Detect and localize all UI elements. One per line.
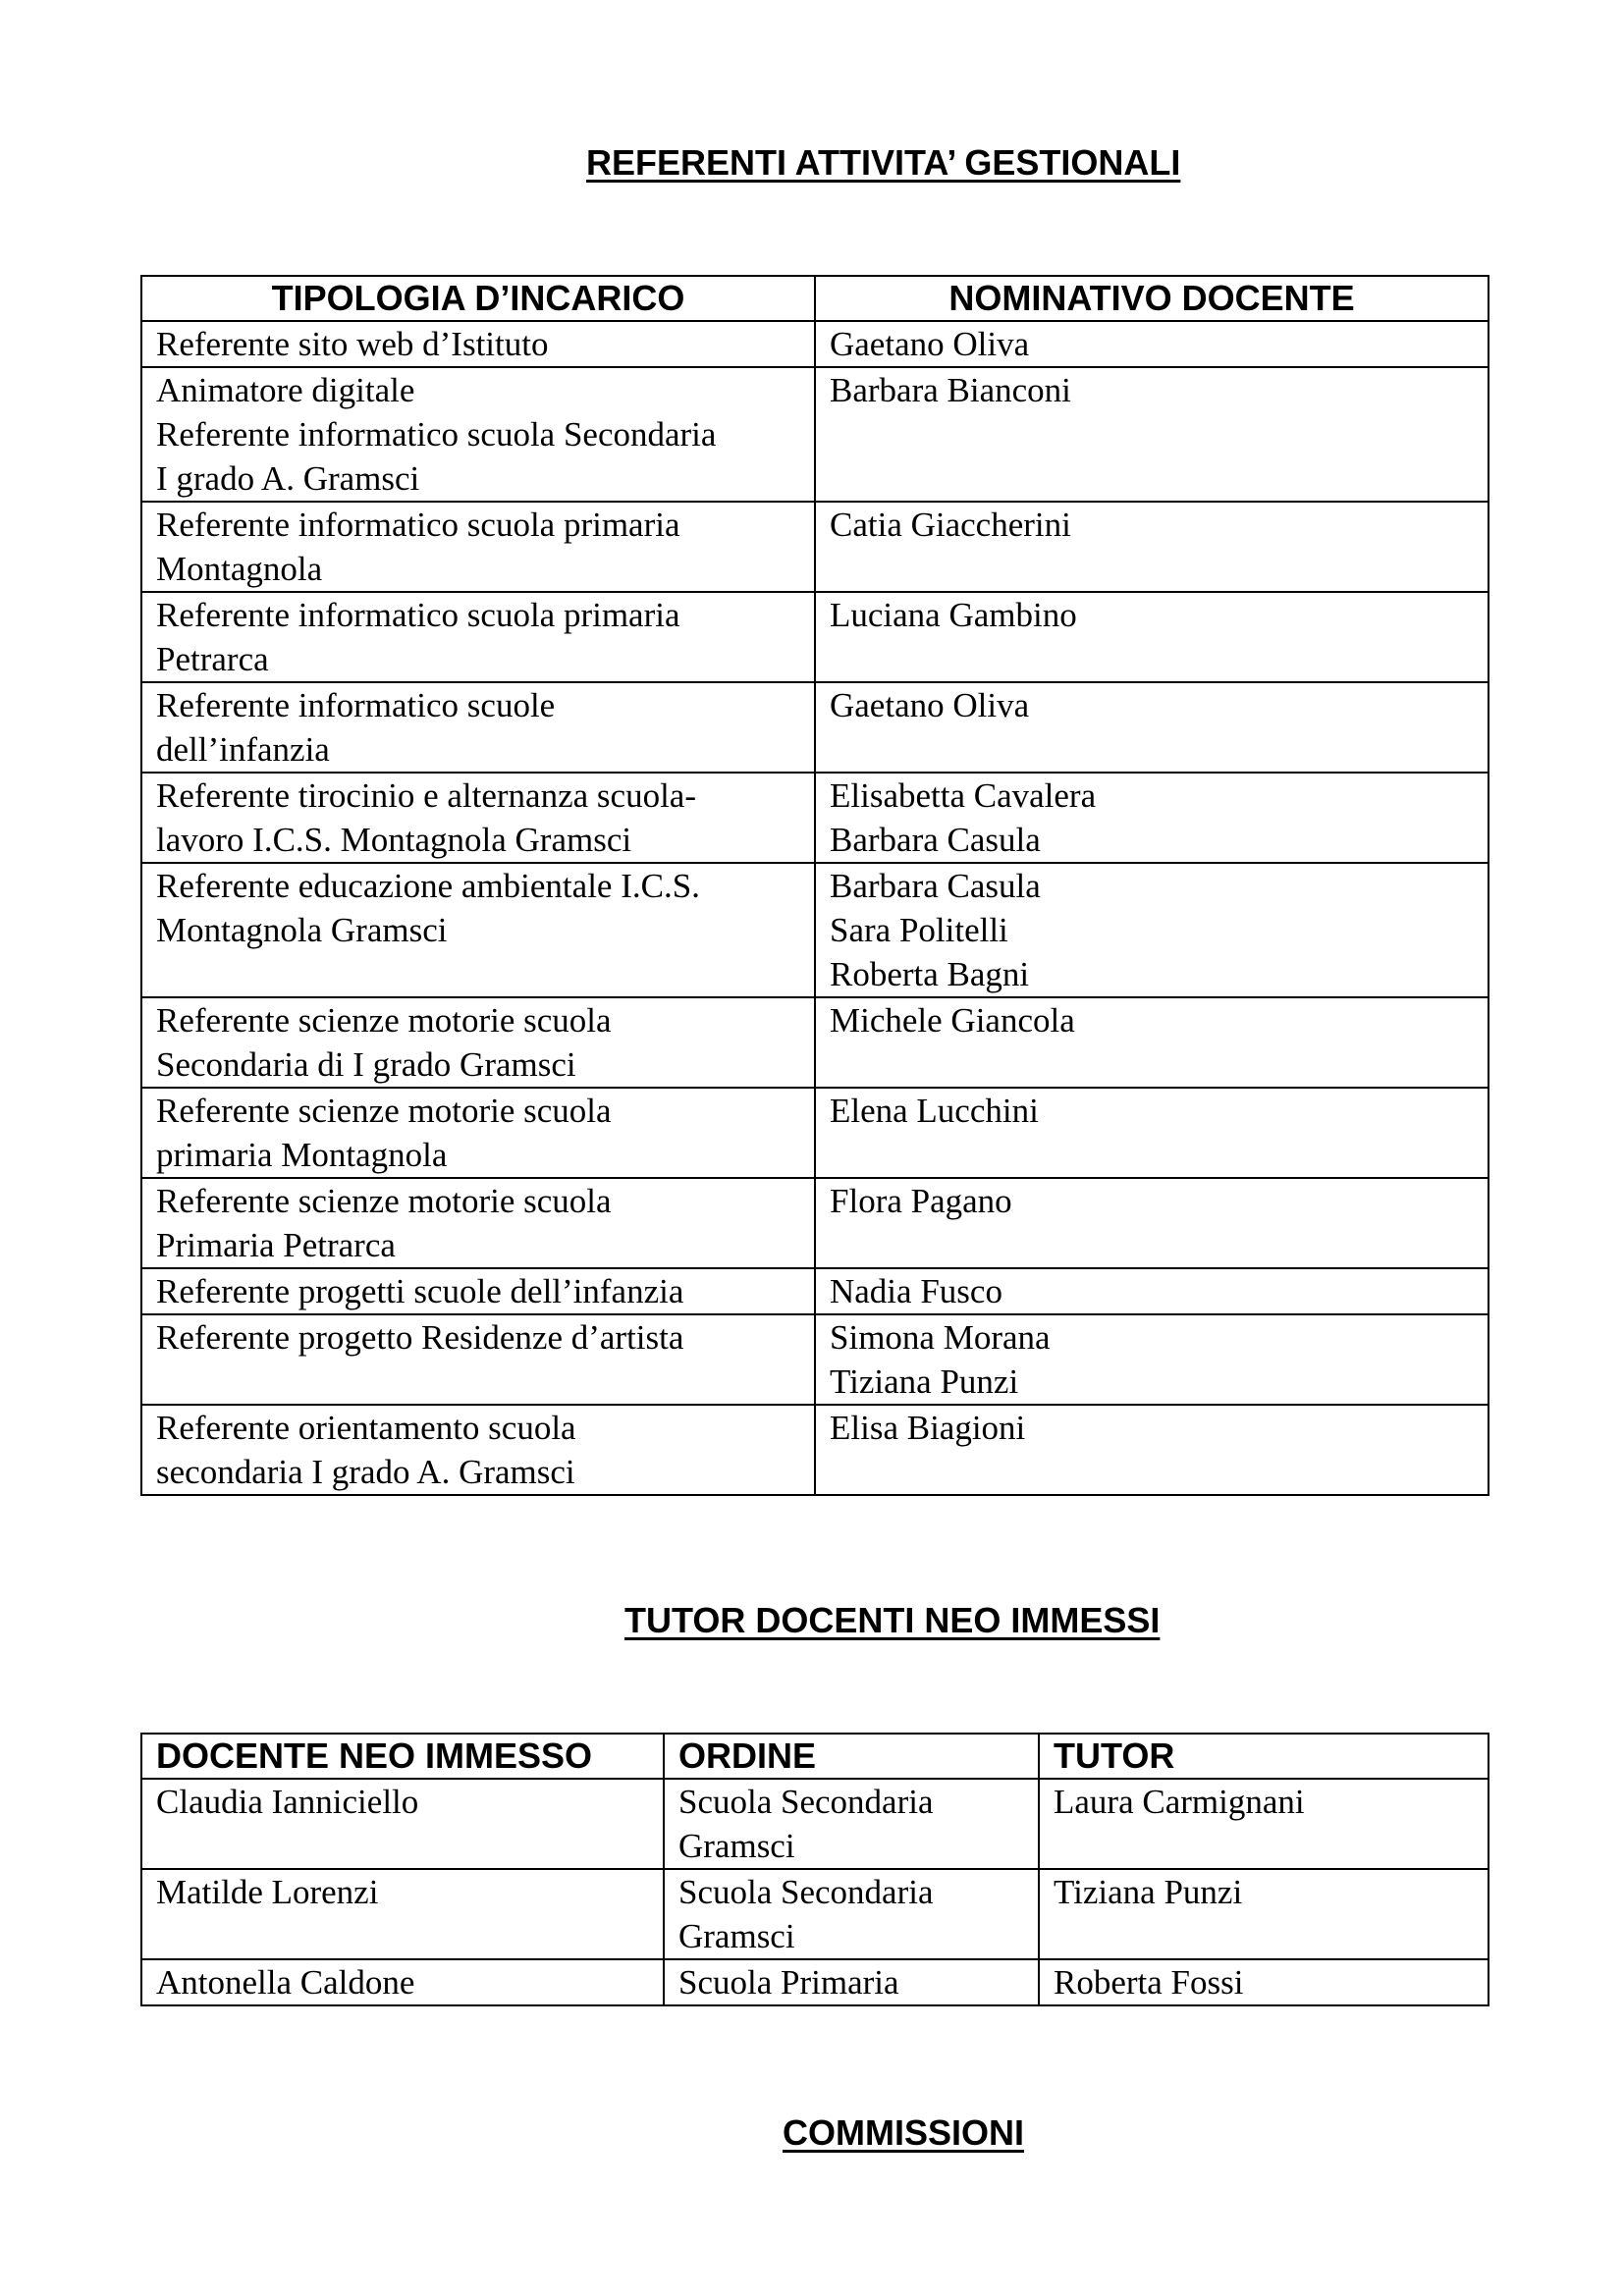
docente-cell: Gaetano Oliva: [815, 682, 1489, 773]
table-row: [141, 367, 1489, 502]
incarico-cell: Referente tirocinio e alternanza scuola- lavoro I.C.S. Montagnola Gramsci: [141, 773, 815, 863]
section-title-commissioni: COMMISSIONI: [783, 2112, 1025, 2153]
table-row: [141, 1869, 1489, 1959]
column-header-tipologia: TIPOLOGIA D’INCARICO: [141, 276, 815, 321]
incarico-cell: Referente scienze motorie scuola primaria Montagnola: [141, 1088, 815, 1178]
incarico-cell: Referente educazione ambientale I.C.S. Montagnola Gramsci: [141, 863, 815, 997]
docente-cell: Barbara Casula Sara Politelli Roberta Bagni: [815, 863, 1489, 997]
table-row: [141, 773, 1489, 863]
incarico-cell: Animatore digitale Referente informatico scuola Secondaria I grado A. Gramsci: [141, 367, 815, 502]
incarico-cell: Referente sito web d’Istituto: [141, 321, 815, 367]
table-row: [141, 1405, 1489, 1495]
incarico-cell: Referente informatico scuole dell’infanzia: [141, 682, 815, 773]
table-row: [141, 1779, 1489, 1869]
table-row: [141, 321, 1489, 367]
ordine-cell: Scuola Primaria: [664, 1959, 1039, 2005]
docente-cell: Michele Giancola: [815, 997, 1489, 1088]
section-title-referenti: REFERENTI ATTIVITA’ GESTIONALI: [586, 142, 1181, 183]
docente-cell: Flora Pagano: [815, 1178, 1489, 1268]
table-row: [141, 682, 1489, 773]
column-header-ordine: ORDINE: [664, 1734, 1039, 1779]
ordine-cell: Scuola Secondaria Gramsci: [664, 1779, 1039, 1869]
docente-cell: Antonella Caldone: [141, 1959, 664, 2005]
docente-cell: Catia Giaccherini: [815, 502, 1489, 592]
docente-cell: Simona Morana Tiziana Punzi: [815, 1314, 1489, 1405]
incarico-cell: Referente informatico scuola primaria Montagnola: [141, 502, 815, 592]
incarico-cell: Referente progetti scuole dell’infanzia: [141, 1268, 815, 1314]
table-row: [141, 1268, 1489, 1314]
docente-cell: Matilde Lorenzi: [141, 1869, 664, 1959]
incarico-cell: Referente progetto Residenze d’artista: [141, 1314, 815, 1405]
table-header-row: [141, 276, 1489, 321]
column-header-tutor: TUTOR: [1039, 1734, 1489, 1779]
table-row: [141, 502, 1489, 592]
ordine-cell: Scuola Secondaria Gramsci: [664, 1869, 1039, 1959]
table-row: [141, 863, 1489, 997]
table-row: [141, 997, 1489, 1088]
tutor-cell: Laura Carmignani: [1039, 1779, 1489, 1869]
column-header-nominativo: NOMINATIVO DOCENTE: [815, 276, 1489, 321]
table-row: [141, 1178, 1489, 1268]
table-row: [141, 1959, 1489, 2005]
docente-cell: Luciana Gambino: [815, 592, 1489, 682]
table-row: [141, 1314, 1489, 1405]
docente-cell: Gaetano Oliva: [815, 321, 1489, 367]
tutor-cell: Tiziana Punzi: [1039, 1869, 1489, 1959]
column-header-docente: DOCENTE NEO IMMESSO: [141, 1734, 664, 1779]
docente-cell: Barbara Bianconi: [815, 367, 1489, 502]
section-title-tutor: TUTOR DOCENTI NEO IMMESSI: [624, 1600, 1161, 1640]
table-row: [141, 1088, 1489, 1178]
table-row: [141, 592, 1489, 682]
docente-cell: Nadia Fusco: [815, 1268, 1489, 1314]
incarico-cell: Referente scienze motorie scuola Secondaria di I grado Gramsci: [141, 997, 815, 1088]
docente-cell: Elisa Biagioni: [815, 1405, 1489, 1495]
docente-cell: Elisabetta Cavalera Barbara Casula: [815, 773, 1489, 863]
table-header-row: [141, 1734, 1489, 1779]
docente-cell: Elena Lucchini: [815, 1088, 1489, 1178]
docente-cell: Claudia Ianniciello: [141, 1779, 664, 1869]
incarico-cell: Referente scienze motorie scuola Primaria Petrarca: [141, 1178, 815, 1268]
referenti-table: [140, 275, 1489, 1496]
incarico-cell: Referente orientamento scuola secondaria I grado A. Gramsci: [141, 1405, 815, 1495]
tutor-cell: Roberta Fossi: [1039, 1959, 1489, 2005]
tutor-table: [140, 1733, 1489, 2006]
incarico-cell: Referente informatico scuola primaria Petrarca: [141, 592, 815, 682]
